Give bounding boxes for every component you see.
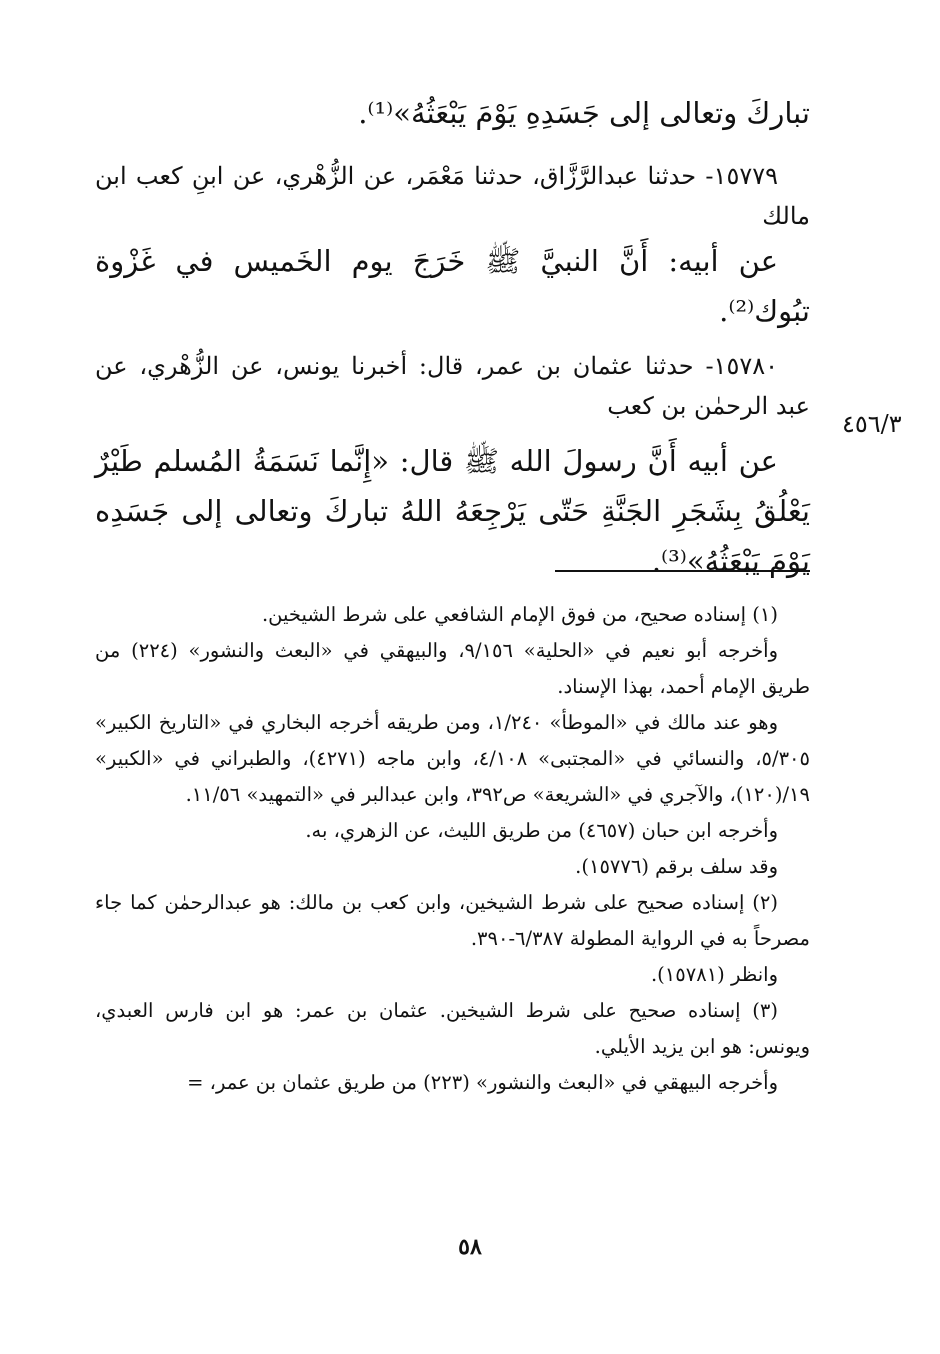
continuation-line: تباركَ وتعالى إلى جَسَدِهِ يَوْمَ يَبْعَثُهُ»⁽¹⁾. xyxy=(358,96,810,130)
hadith-15779-isnad: ١٥٧٧٩- حدثنا عبدالرَّزَّاق، حدثنا مَعْمَر، عن الزُّهْري، عن ابنِ كعب ابن مالك xyxy=(95,162,810,230)
footnote-1-paragraph: وأخرجه ابن حبان (٤٦٥٧) من طريق الليث، عن الزهري، به. xyxy=(305,819,778,842)
footnote-1-paragraph: وقد سلف برقم (١٥٧٧٦). xyxy=(575,855,778,878)
footnote-3-paragraph: وأخرجه البيهقي في «البعث والنشور» (٢٢٣) من طريق عثمان بن عمر، = xyxy=(187,1071,778,1094)
hadith-15780-isnad: ١٥٧٨٠- حدثنا عثمان بن عمر، قال: أخبرنا يونس، عن الزُّهْري، عن عبد الرحمٰن بن كعب xyxy=(95,352,810,420)
footnote-3: (٣) إسناده صحيح على شرط الشيخين. عثمان بن عمر: هو ابن فارس العبدي، ويونس: هو ابن يزيد الأيلي. xyxy=(95,999,810,1058)
footnote-2-paragraph: وانظر (١٥٧٨١). xyxy=(650,963,778,986)
main-text xyxy=(95,88,810,586)
footnote-1: (١) إسناده صحيح، من فوق الإمام الشافعي على شرط الشيخين. xyxy=(261,603,778,626)
footnote-1-paragraph: وأخرجه أبو نعيم في «الحلية» ٩/١٥٦، والبيهقي في «البعث والنشور» (٢٢٤) من طريق الإمام أحمد، بهذا الإسناد. xyxy=(95,639,810,698)
footnotes xyxy=(95,597,810,1101)
footnote-separator xyxy=(555,570,810,572)
page-number: ٥٨ xyxy=(458,1234,482,1260)
hadith-15779-matn: عن أبيه: أَنَّ النبيَّ ﷺ خَرَجَ يوم الخَميس في غَزْوة تبُوك⁽²⁾. xyxy=(95,244,810,328)
margin-volume-page-reference: ٤٥٦/٣ xyxy=(842,410,902,438)
footnote-2: (٢) إسناده صحيح على شرط الشيخين، وابن كعب بن مالك: هو عبدالرحمٰن كما جاء مصرحاً به في الرواية المطولة ٦/٣٨٧-٣٩٠. xyxy=(95,891,810,950)
hadith-15780-matn: عن أبيه أَنَّ رسولَ الله ﷺ قال: «إِنَّما نَسَمَةُ المُسلم طَيْرٌ يَعْلُقُ بِشَجَرِ الجَنَّةِ حَتّى يَرْجِعَهُ اللهُ تباركَ وتعالى إلى جَسَدِه يَوْمَ يَبْعَثُهُ»⁽³⁾. xyxy=(95,444,810,578)
footnote-1-paragraph: وهو عند مالك في «الموطأ» ١/٢٤٠، ومن طريقه أخرجه البخاري في «التاريخ الكبير» ٥/٣٠٥، والنسائي في «المجتبى» ٤/١٠٨، وابن ماجه (٤٢٧١)، والطبراني في «الكبير» ١٩/(١٢٠)، والآجري في «الشريعة» ص٣٩٢، وابن عبدالبر في «التمهيد» ١١/٥٦. xyxy=(95,711,810,806)
